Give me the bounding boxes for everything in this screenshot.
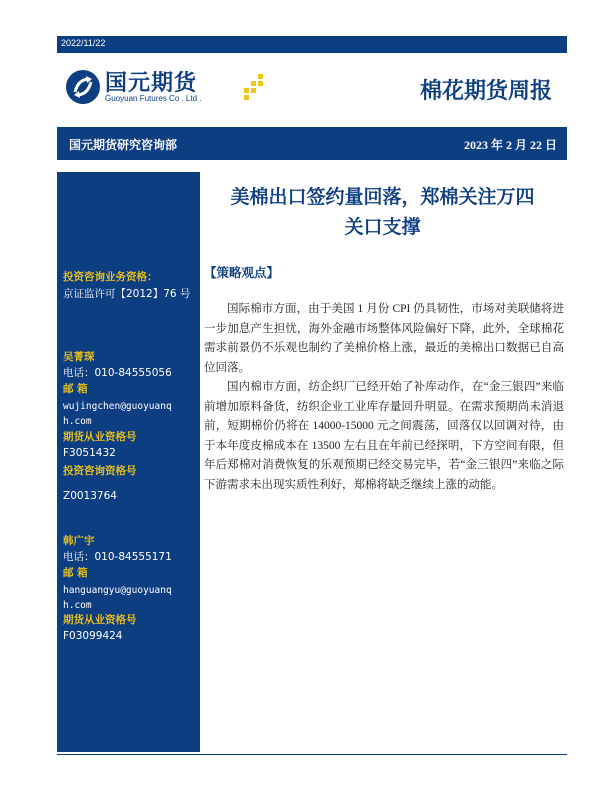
headline-line1: 美棉出口签约量回落，郑棉关注万四	[230, 186, 535, 208]
qualification-label: 投资咨询业务资格：	[63, 271, 158, 283]
analyst-name: 韩广宇	[63, 535, 95, 547]
company-name-en: Guoyuan Futures Co . Ltd .	[105, 94, 202, 103]
analyst-email-line1: hanguangyu@guoyuanq	[63, 585, 172, 596]
paragraph: 国内棉市方面，纺企织厂已经开始了补库动作，在“金三银四”来临前增加原料备货，纺织企业工业库存量回升明显。在需求预期尚未消退前，短期棉价仍将在 14000-15000 元之间震荡，回落仅以回调对待，由于本年度皮棉成本在 13500 左右且在年前已经探明，下方空间有限，但年后郑棉对消费恢复的乐观预期已经交易完毕，若“金三银四”来临之际下游需求未出现实质性利好，郑棉将缺乏继续上涨的动能。	[204, 381, 564, 491]
section-label: 【策略观点】	[204, 265, 280, 280]
analyst-email-label: 邮 箱	[63, 383, 88, 395]
futures-qual-label: 期货从业资格号	[63, 431, 137, 443]
report-date: 2023 年 2 月 22 日	[463, 138, 557, 152]
analyst-phone: 电话：010-84555056	[63, 367, 172, 379]
body-text	[204, 300, 564, 495]
company-name-cn: 国元期货	[105, 71, 198, 96]
logo-dots-icon	[243, 74, 269, 100]
headline	[205, 182, 560, 242]
qualification-value: 京证监许可【2012】76 号	[63, 288, 191, 300]
analyst-email-line2: h.com	[63, 600, 92, 611]
company-logo-icon	[66, 70, 100, 104]
footer-divider	[57, 754, 567, 755]
department-bar	[57, 127, 567, 160]
advisory-qual-id: Z0013764	[63, 490, 117, 502]
futures-qual-id: F03099424	[63, 630, 123, 642]
analyst-name: 吴菁琛	[63, 351, 95, 363]
sidebar	[57, 172, 200, 752]
header-date: 2022/11/22	[61, 38, 106, 48]
futures-qual-label: 期货从业资格号	[63, 614, 137, 626]
top-date-bar	[57, 36, 567, 53]
analyst-email-line1: wujingchen@guoyuanq	[63, 401, 172, 412]
analyst-email-label: 邮 箱	[63, 567, 88, 579]
department: 国元期货研究咨询部	[69, 138, 178, 152]
paragraph: 国际棉市方面，由于美国 1 月份 CPI 仍具韧性，市场对美联储将进一步加息产生担忧，海外金融市场整体风险偏好下降，此外，全球棉花需求前景仍不乐观也制约了美棉价格上涨，最近的美棉出口数据已自高位回落。	[204, 303, 564, 374]
futures-qual-id: F3051432	[63, 447, 116, 459]
headline-line2: 关口支撑	[344, 216, 421, 238]
advisory-qual-label: 投资咨询资格号	[63, 465, 137, 477]
analyst-email-line2: h.com	[63, 416, 92, 427]
report-title: 棉花期货周报	[419, 79, 552, 104]
analyst-phone: 电话：010-84555171	[63, 551, 172, 563]
